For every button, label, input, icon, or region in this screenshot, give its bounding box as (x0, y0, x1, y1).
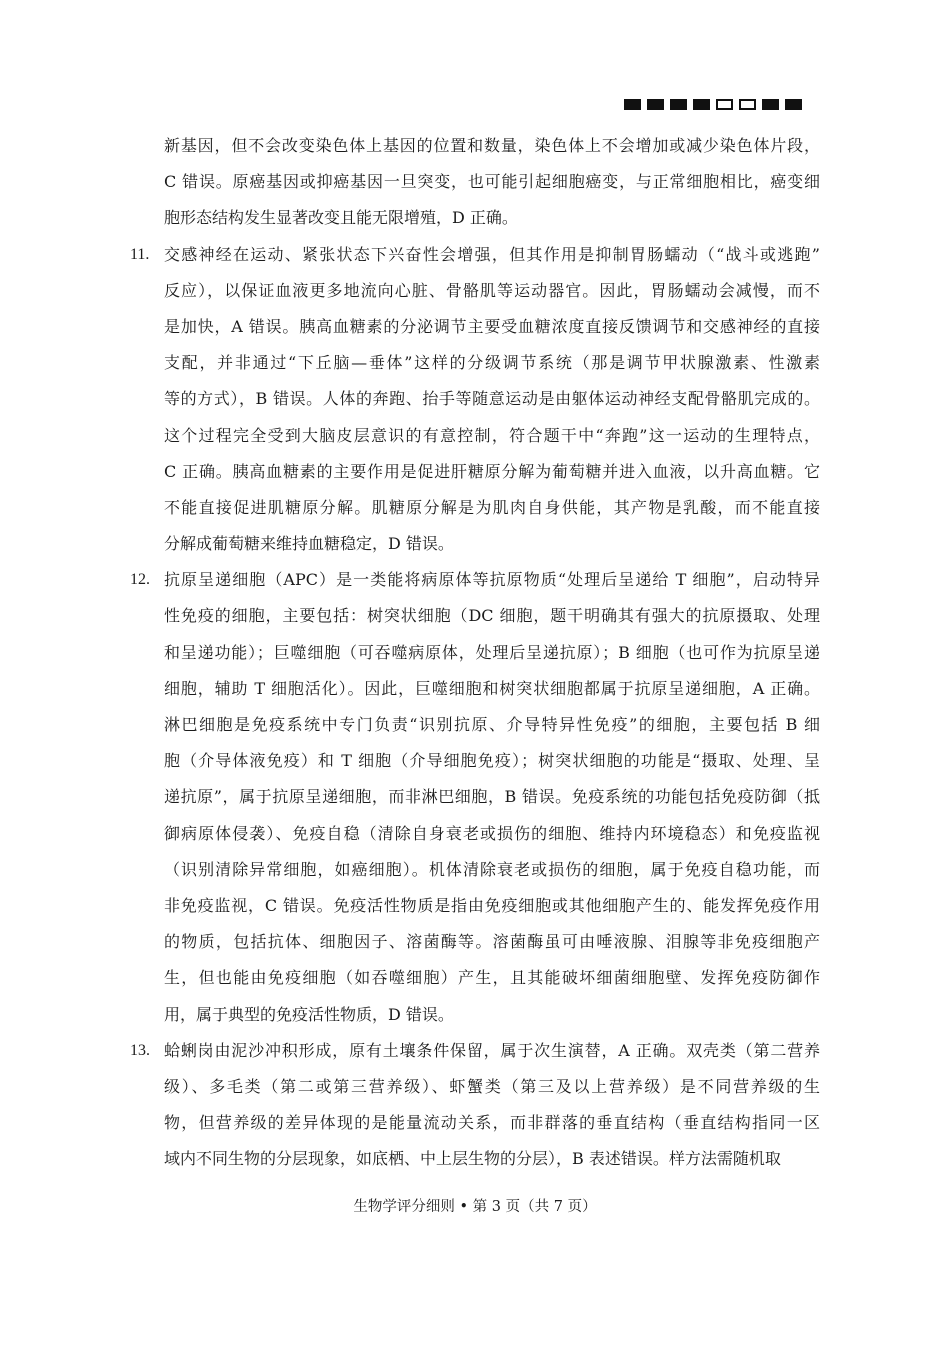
answer-item (130, 562, 820, 1032)
text-line: 这个过程完全受到大脑皮层意识的有意控制，符合题干中“奔跑”这一运动的生理特点， (164, 425, 820, 445)
header-mark (785, 99, 802, 110)
text-line: 蛤蜊岗由泥沙冲积形成，原有土壤条件保留，属于次生演替，A 正确。双壳类（第二营养 (164, 1040, 820, 1060)
text-line: 分解成葡萄糖来维持血糖稳定，D 错误。 (164, 534, 454, 554)
header-mark (647, 99, 664, 110)
text-line: 细胞，辅助 T 细胞活化）。因此，巨噬细胞和树突状细胞都属于抗原呈递细胞，A 正确。 (164, 678, 820, 698)
text-line: 域内不同生物的分层现象，如底栖、中上层生物的分层），B 表述错误。样方法需随机取 (164, 1149, 781, 1169)
text-line: 非免疫监视，C 错误。免疫活性物质是指由免疫细胞或其他细胞产生的、能发挥免疫作用 (164, 895, 820, 915)
text-line: 不能直接促进肌糖原分解。肌糖原分解是为肌肉自身供能，其产物是乳酸，而不能直接 (164, 497, 820, 517)
text-line: 御病原体侵袭）、免疫自稳（清除自身衰老或损伤的细胞、维持内环境稳态）和免疫监视 (164, 823, 820, 843)
text-line: 性免疫的细胞，主要包括：树突状细胞（DC 细胞，题干明确其有强大的抗原摄取、处理 (164, 606, 820, 626)
text-line: 生，但也能由免疫细胞（如吞噬细胞）产生，且其能破坏细菌细胞壁、发挥免疫防御作 (164, 968, 820, 988)
text-line: 抗原呈递细胞（APC）是一类能将病原体等抗原物质“处理后呈递给 T 细胞”，启动特异 (164, 570, 820, 590)
text-line: 交感神经在运动、紧张状态下兴奋性会增强，但其作用是抑制胃肠蠕动（“战斗或逃跑” (164, 244, 820, 264)
header-marks (624, 99, 802, 110)
header-mark (670, 99, 687, 110)
text-line: 物，但营养级的差异体现的是能量流动关系，而非群落的垂直结构（垂直结构指同一区 (164, 1113, 820, 1133)
header-mark (716, 99, 733, 110)
answer-item (130, 1033, 820, 1178)
text-line: 是加快，A 错误。胰高血糖素的分泌调节主要受血糖浓度直接反馈调节和交感神经的直接 (164, 316, 820, 336)
text-line: 的物质，包括抗体、细胞因子、溶菌酶等。溶菌酶虽可由唾液腺、泪腺等非免疫细胞产 (164, 932, 820, 952)
text-line: 级）、多毛类（第二或第三营养级）、虾蟹类（第三及以上营养级）是不同营养级的生 (164, 1076, 820, 1096)
text-line: 等的方式），B 错误。人体的奔跑、抬手等随意运动是由躯体运动神经支配骨骼肌完成的。 (164, 389, 820, 409)
item-number: 13. (130, 1041, 150, 1059)
text-line: 淋巴细胞是免疫系统中专门负责“识别抗原、介导特异性免疫”的细胞，主要包括 B 细 (164, 715, 820, 734)
item-number: 11. (130, 245, 150, 263)
page-footer: 生物学评分细则 • 第 3 页（共 7 页） (353, 1199, 597, 1215)
continuation-paragraph (130, 128, 820, 237)
text-line: 反应），以保证血液更多地流向心脏、骨骼肌等运动器官。因此，胃肠蠕动会减慢，而不 (164, 280, 820, 300)
answer-item (130, 237, 820, 563)
text-line: 用，属于典型的免疫活性物质，D 错误。 (164, 1004, 454, 1024)
text-line: 支配，并非通过“下丘脑—垂体”这样的分级调节系统（那是调节甲状腺激素、性激素 (164, 353, 820, 373)
document-body (130, 128, 820, 1177)
header-mark (762, 99, 779, 110)
text-line: C 错误。原癌基因或抑癌基因一旦突变，也可能引起细胞癌变，与正常细胞相比，癌变细 (164, 172, 820, 192)
text-line: 胞形态结构发生显著改变且能无限增殖，D 正确。 (164, 208, 518, 228)
item-number: 12. (130, 571, 150, 589)
text-line: 和呈递功能）；巨噬细胞（可吞噬病原体，处理后呈递抗原）；B 细胞（也可作为抗原呈递 (164, 642, 820, 662)
text-line: （识别清除异常细胞，如癌细胞）。机体清除衰老或损伤的细胞，属于免疫自稳功能，而 (164, 859, 820, 879)
header-mark (693, 99, 710, 110)
header-mark (739, 99, 756, 110)
text-line: 胞（介导体液免疫）和 T 细胞（介导细胞免疫）；树突状细胞的功能是“摄取、处理、呈 (164, 751, 820, 771)
text-line: 递抗原”，属于抗原呈递细胞，而非淋巴细胞，B 错误。免疫系统的功能包括免疫防御（抵 (164, 787, 820, 807)
header-mark (624, 99, 641, 110)
text-line: C 正确。胰高血糖素的主要作用是促进肝糖原分解为葡萄糖并进入血液，以升高血糖。它 (164, 461, 820, 481)
text-line: 新基因，但不会改变染色体上基因的位置和数量，染色体上不会增加或减少染色体片段， (164, 136, 820, 155)
